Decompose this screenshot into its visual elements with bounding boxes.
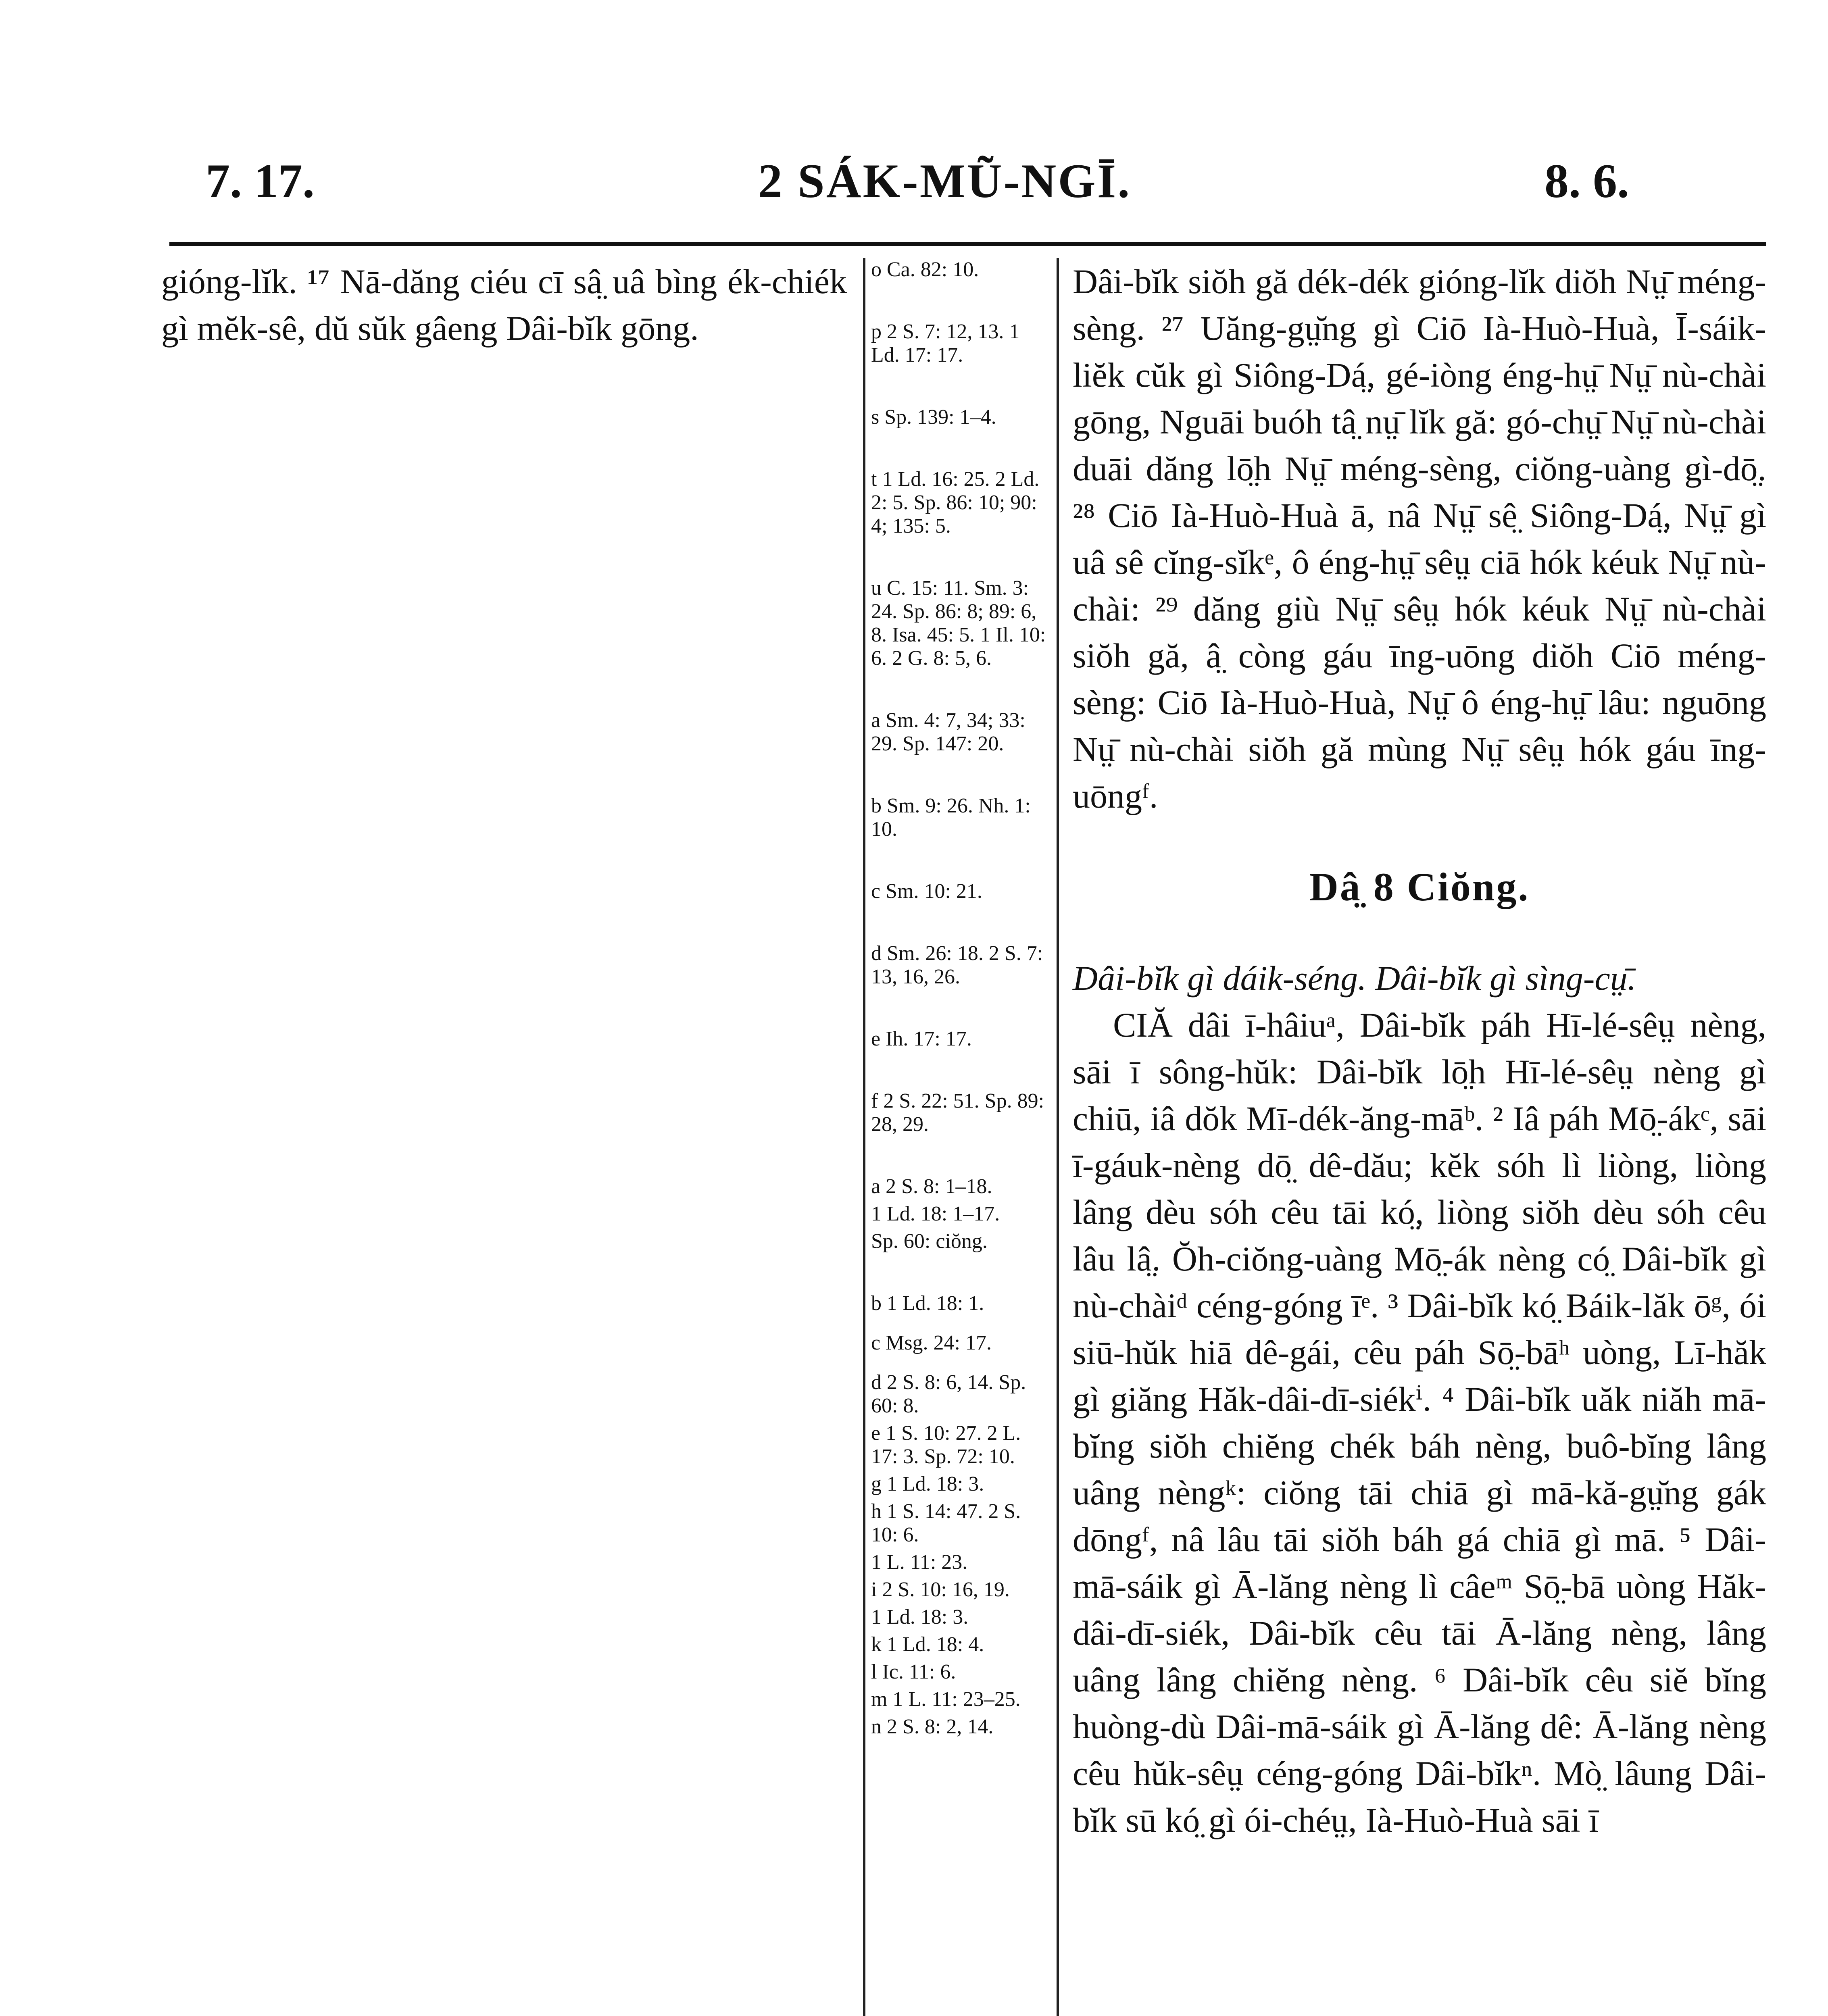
cross-reference: c Sm. 10: 21. bbox=[871, 880, 982, 903]
cross-reference: a 2 S. 8: 1–18. bbox=[871, 1175, 992, 1198]
cross-reference: l Ic. 11: 6. bbox=[871, 1660, 956, 1683]
cross-reference: e Ih. 17: 17. bbox=[871, 1027, 972, 1050]
cross-reference: e 1 S. 10: 27. 2 L. 17: 3. Sp. 72: 10. bbox=[871, 1422, 1021, 1468]
cross-reference: m 1 L. 11: 23–25. bbox=[871, 1688, 1021, 1711]
cross-reference: n 2 S. 8: 2, 14. bbox=[871, 1715, 994, 1738]
cross-reference: t 1 Ld. 16: 25. 2 Ld. 2: 5. Sp. 86: 10; 90: 4; 135: 5. bbox=[871, 468, 1040, 537]
cross-reference: 1 Ld. 18: 3. bbox=[871, 1606, 969, 1629]
header-chapter-verse-right: 8. 6. bbox=[1545, 154, 1629, 208]
chapter-heading: Dâ̤ 8 Ciŏng. bbox=[1309, 864, 1530, 909]
cross-reference: u C. 15: 11. Sm. 3: 24. Sp. 86: 8; 89: 6, 8. Isa. 45: 5. 1 Il. 10: 6. 2 G. 8: 5, 6. bbox=[871, 577, 1046, 670]
column-divider-right bbox=[1057, 258, 1059, 2016]
chapter-summary: Dâi-bĭk gì dáik-séng. Dâi-bĭk gì sìng-cṳ̄. bbox=[1073, 959, 1636, 998]
cross-reference: d Sm. 26: 18. 2 S. 7: 13, 16, 26. bbox=[871, 942, 1043, 988]
cross-reference: h 1 S. 14: 47. 2 S. 10: 6. bbox=[871, 1500, 1021, 1546]
cross-reference: b 1 Ld. 18: 1. bbox=[871, 1292, 984, 1315]
header-rule bbox=[169, 242, 1766, 246]
cross-reference: b Sm. 9: 26. Nh. 1: 10. bbox=[871, 794, 1031, 841]
cross-reference: i 2 S. 10: 16, 19. bbox=[871, 1578, 1010, 1601]
cross-reference: d 2 S. 8: 6, 14. Sp. 60: 8. bbox=[871, 1371, 1026, 1417]
cross-reference: g 1 Ld. 18: 3. bbox=[871, 1472, 984, 1495]
cross-reference: s Sp. 139: 1–4. bbox=[871, 406, 996, 429]
right-text-column bbox=[1073, 258, 1766, 1843]
cross-reference: k 1 Ld. 18: 4. bbox=[871, 1633, 984, 1656]
cross-reference: 1 L. 11: 23. bbox=[871, 1551, 968, 1574]
header-chapter-verse-left: 7. 17. bbox=[206, 154, 315, 208]
cross-reference: p 2 S. 7: 12, 13. 1 Ld. 17: 17. bbox=[871, 320, 1020, 367]
right-column-top-paragraph: Dâi-bĭk siŏh gă dék-dék gióng-lĭk diŏh Nṳ̄ méng-sèng. ²⁷ Uăng-gṳ̆ng gì Ciō Ià-Huò-Huà, Ī-sáik-liĕk cŭk gì Siông-Dá̤, gé-iòng éng-hṳ̄ Nṳ̄ nù-chài gōng, Nguāi buóh tâ̤ nṳ̄ lĭk gă: gó-chṳ̄ Nṳ̄ nù-chài duāi dăng lō̤h Nṳ̄ méng-sèng, ciŏng-uàng gì-dō̤. ²⁸ Ciō Ià-Huò-Huà ā, nâ Nṳ̄ sê̤ Siông-Dá̤, Nṳ̄ gì uâ sê cĭng-sĭkᵉ, ô éng-hṳ̄ sêṳ ciā hók kéuk Nṳ̄ nù-chài: ²⁹ dăng giù Nṳ̄ sêṳ hók kéuk Nṳ̄ nù-chài siŏh gă, â̤ còng gáu īng-uōng diŏh Ciō méng-sèng: Ciō Ià-Huò-Huà, Nṳ̄ ô éng-hṳ̄ lâu: nguōng Nṳ̄ nù-chài siŏh gă mùng Nṳ̄ sêṳ hók gáu īng-uōngᶠ. bbox=[1073, 262, 1766, 815]
cross-reference: 1 Ld. 18: 1–17. bbox=[871, 1202, 1000, 1225]
chapter-body-text: CIĂ dâi ī-hâiuᵃ, Dâi-bĭk páh Hī-lé-sêṳ nèng, sāi ī sông-hŭk: Dâi-bĭk lō̤h Hī-lé-sêṳ nèng gì chiū, iâ dŏk Mī-dék-ăng-māᵇ. ² Iâ páh Mō̤-ákᶜ, sāi ī-gáuk-nèng dō̤ dê-dău; kĕk sóh lì liòng, liòng lâng dèu sóh cêu tāi kó̤, liòng siŏh dèu sóh cêu lâu lâ̤. Ŏh-ciŏng-uàng Mō̤-ák nèng có̤ Dâi-bĭk gì nù-chàiᵈ céng-góng īᵉ. ³ Dâi-bĭk kó̤ Báik-lăk ōᵍ, ói siū-hŭk hiā dê-gái, cêu páh Sō̤-bāʰ uòng, Lī-hăk gì giăng Hăk-dâi-dī-siékⁱ. ⁴ Dâi-bĭk uăk niăh mā-bĭng siŏh chiĕng chék báh nèng, buô-bĭng lâng uâng nèngᵏ: ciŏng tāi chiā gì mā-kă-gṳ̆ng gák dōngᶠ, nâ lâu tāi siŏh báh gá chiā gì mā. ⁵ Dâi-mā-sáik gì Ā-lăng nèng lì câeᵐ Sō̤-bā uòng Hăk-dâi-dī-siék, Dâi-bĭk cêu tāi Ā-lăng nèng, lâng uâng lâng chiĕng nèng. ⁶ Dâi-bĭk cêu siĕ bĭng huòng-dù Dâi-mā-sáik gì Ā-lăng dê: Ā-lăng nèng cêu hŭk-sêṳ céng-góng Dâi-bĭkⁿ. Mò̤ lâung Dâi-bĭk sū kó̤ gì ói-chéṳ, Ià-Huò-Huà sāi ī bbox=[1073, 1006, 1766, 1839]
cross-reference: Sp. 60: ciŏng. bbox=[871, 1230, 988, 1253]
running-header bbox=[0, 153, 1828, 234]
left-column-text: gióng-lĭk. ¹⁷ Nā-dăng ciéu cī sâ̤ uâ bìng ék-chiék gì mĕk-sê, dŭ sŭk gâeng Dâi-bĭk gōng. bbox=[161, 262, 847, 348]
cross-reference: f 2 S. 22: 51. Sp. 89: 28, 29. bbox=[871, 1089, 1044, 1136]
cross-reference: a Sm. 4: 7, 34; 33: 29. Sp. 147: 20. bbox=[871, 709, 1026, 755]
cross-reference: c Msg. 24: 17. bbox=[871, 1331, 992, 1354]
cross-reference-column bbox=[871, 258, 1048, 1743]
header-book-title: 2 SÁK-MŨ-NGĪ. bbox=[758, 154, 1132, 208]
column-divider-left bbox=[863, 258, 865, 2016]
cross-reference: o Ca. 82: 10. bbox=[871, 258, 979, 281]
left-text-column bbox=[161, 258, 847, 352]
